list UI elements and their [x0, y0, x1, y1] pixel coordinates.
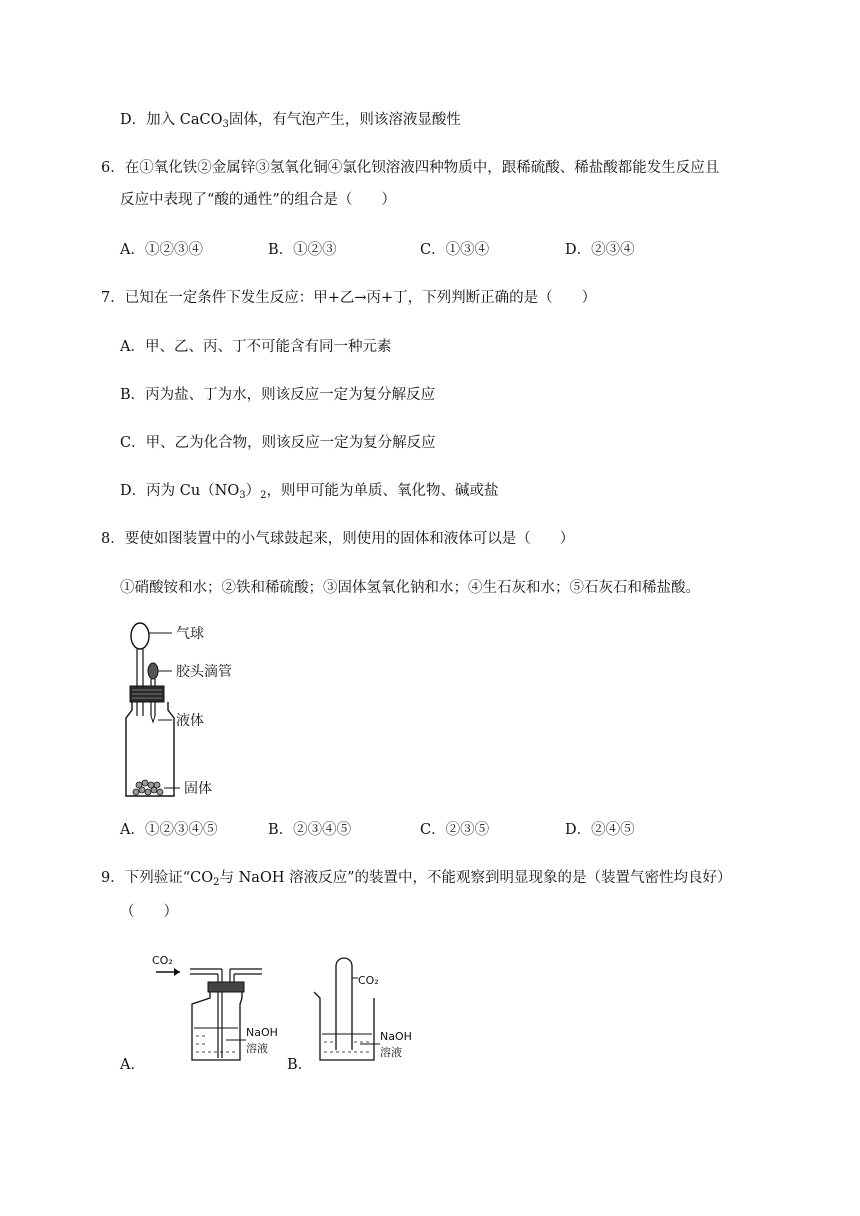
liquid-label: 液体 [176, 713, 204, 729]
q5-option-d-text2: 固体，有气泡产生，则该溶液显酸性 [228, 112, 461, 128]
balloon-label: 气球 [176, 626, 204, 642]
q6-option-a: A．①②③④ [120, 242, 203, 258]
q6-stem-line2: 反应中表现了“酸的通性”的组合是（ ） [120, 192, 396, 208]
q8-option-b: B．②③④⑤ [268, 822, 352, 838]
solid-label: 固体 [184, 781, 212, 797]
naoh-label-a: NaOH [246, 1026, 278, 1039]
co2-label-b: CO₂ [358, 974, 379, 987]
q9-blank: （ ） [120, 904, 178, 920]
q6-option-b: B．①②③ [268, 242, 337, 258]
q7-option-d-sub2: 2 [260, 490, 267, 501]
solution-label-b: 溶液 [380, 1046, 402, 1059]
q9-figure-a [150, 948, 290, 1068]
gas-bottle-a [192, 992, 242, 1060]
co2-label-a: CO₂ [152, 954, 173, 967]
beaker-b [314, 992, 374, 1060]
q7-stem: 7．已知在一定条件下发生反应：甲+乙→丙+丁，下列判断正确的是（ ） [101, 290, 597, 306]
q8-stem: 8．要使如图装置中的小气球鼓起来，则使用的固体和液体可以是（ ） [101, 531, 575, 547]
solution-label-a: 溶液 [246, 1042, 268, 1055]
balloon-shape [131, 623, 149, 649]
q7-option-a: A．甲、乙、丙、丁不可能含有同一种元素 [120, 339, 392, 355]
q9-stem [101, 868, 732, 888]
q9-stem-text: 9．下列验证“CO [101, 870, 214, 886]
test-tube-b [336, 958, 352, 1050]
q7-option-d-text: D．丙为 Cu（NO [120, 483, 240, 499]
q9-stem-sub: 2 [213, 877, 220, 888]
q8-option-d: D．②④⑤ [565, 822, 635, 838]
stopper-a [208, 982, 244, 992]
q7-option-b: B．丙为盐、丁为水，则该反应一定为复分解反应 [120, 387, 436, 403]
q5-option-d [120, 110, 461, 130]
q7-option-d-text2: ，则甲可能为单质、氧化物、碱或盐 [266, 483, 499, 499]
q7-option-d [120, 481, 499, 501]
q5-option-d-text: D．加入 CaCO [120, 112, 223, 128]
q7-option-d-sub1: 3 [239, 490, 246, 501]
q6-stem-line1: 6．在①氧化铁②金属锌③氢氧化铜④氯化钡溶液四种物质中，跟稀硫酸、稀盐酸都能发生反应且 [101, 160, 720, 176]
q9-option-a-label: A． [120, 1057, 145, 1073]
q7-option-d-mid: ） [245, 483, 261, 499]
q8-apparatus-figure [118, 618, 278, 808]
q8-items: ①硝酸铵和水；②铁和稀硫酸；③固体氢氧化钠和水；④生石灰和水；⑤石灰石和稀盐酸。 [120, 580, 700, 596]
q6-option-d: D．②③④ [565, 242, 635, 258]
solid-granules [133, 780, 163, 795]
q5-option-d-sub: 3 [222, 119, 229, 130]
naoh-label-b: NaOH [380, 1030, 412, 1043]
q6-option-c: C．①③④ [420, 242, 490, 258]
dropper-bulb [148, 663, 158, 679]
q9-option-b-label: B． [287, 1057, 313, 1073]
q8-option-c: C．②③⑤ [420, 822, 490, 838]
q9-figure-b [310, 948, 440, 1068]
q8-option-a: A．①②③④⑤ [120, 822, 218, 838]
dropper-label: 胶头滴管 [176, 664, 232, 680]
q7-option-c: C．甲、乙为化合物，则该反应一定为复分解反应 [120, 435, 436, 451]
gas-arrow-icon [174, 968, 180, 976]
q9-stem-text2: 与 NaOH 溶液反应”的装置中，不能观察到明显现象的是（装置气密性均良好） [219, 870, 732, 886]
